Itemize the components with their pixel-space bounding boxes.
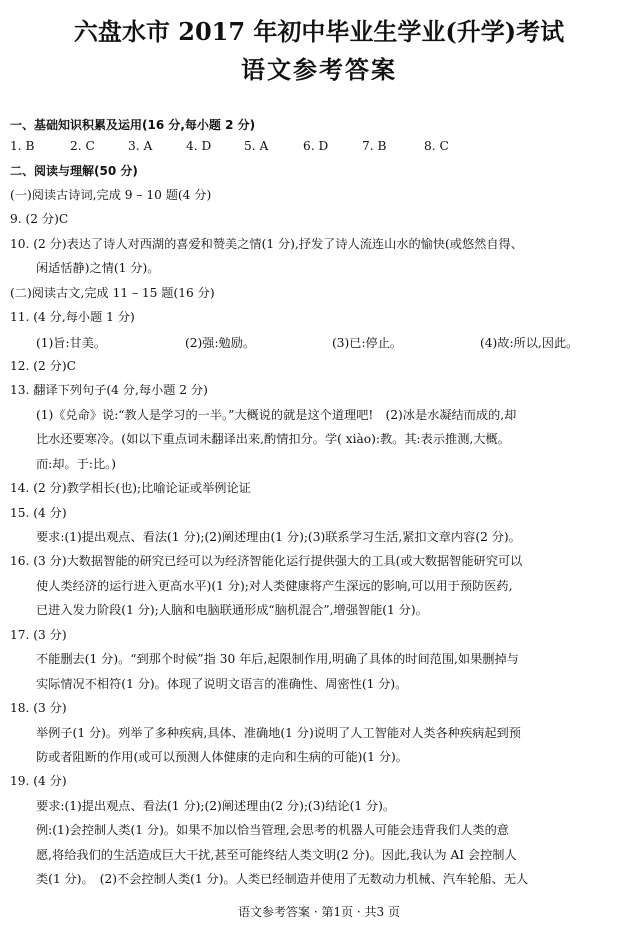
answer-line: 使人类经济的运行进入更高水平)(1 分);对人类健康将产生深远的影响,可以用于预防医药, bbox=[36, 579, 513, 593]
mc-answer: 3. A bbox=[128, 139, 153, 153]
mc-answer: 8. C bbox=[424, 139, 449, 153]
answer-line: 比水还要寒冷。(如以下重点词未翻译出来,酌情扣分。学( xiào):教。其:表示推测,大概。 bbox=[36, 432, 510, 446]
answer-line: 已进入发力阶段(1 分);人脑和电脑联通形成“脑机混合”,增强智能(1 分)。 bbox=[36, 603, 428, 617]
q11-answer: (2)强:勉励。 bbox=[185, 336, 256, 350]
answer-line: 类(1 分)。 (2)不会控制人类(1 分)。人类已经制造并使用了无数动力机械、汽车轮船、无人 bbox=[36, 872, 529, 886]
section1-heading: 一、基础知识积累及运用(16 分,每小题 2 分) bbox=[10, 118, 256, 132]
page-subtitle: 语文参考答案 bbox=[241, 55, 397, 84]
answer-line: 12. (2 分)C bbox=[10, 359, 76, 373]
q11-answer: (4)故:所以,因此。 bbox=[480, 336, 579, 350]
answer-line: (二)阅读古文,完成 11 – 15 题(16 分) bbox=[10, 286, 215, 300]
section2-heading: 二、阅读与理解(50 分) bbox=[10, 164, 138, 178]
answer-line: 14. (2 分)教学相长(也);比喻论证或举例论证 bbox=[10, 481, 251, 495]
mc-answer: 5. A bbox=[244, 139, 269, 153]
answer-line: 9. (2 分)C bbox=[10, 212, 69, 226]
answer-line: 11. (4 分,每小题 1 分) bbox=[10, 310, 135, 324]
answer-line: 例:(1)会控制人类(1 分)。如果不加以恰当管理,会思考的机器人可能会违背我们人类的意 bbox=[36, 823, 509, 837]
answer-line: 10. (2 分)表达了诗人对西湖的喜爱和赞美之情(1 分),抒发了诗人流连山水的愉快(或悠然自得、 bbox=[10, 237, 523, 251]
page-footer: 语文参考答案 · 第1页 · 共3 页 bbox=[238, 905, 400, 919]
answer-line: 19. (4 分) bbox=[10, 774, 67, 788]
mc-answer: 7. B bbox=[362, 139, 387, 153]
answer-line: 要求:(1)提出观点、看法(1 分);(2)阐述理由(1 分);(3)联系学习生活,紧扣文章内容(2 分)。 bbox=[36, 530, 521, 544]
answer-line: 举例子(1 分)。列举了多种疾病,具体、准确地(1 分)说明了人工智能对人类各种疾病起到预 bbox=[36, 726, 521, 740]
answer-line: 防或者阻断的作用(或可以预测人体健康的走向和生病的可能)(1 分)。 bbox=[36, 750, 408, 764]
mc-answer: 2. C bbox=[70, 139, 95, 153]
page-title: 六盘水市 2017 年初中毕业生学业(升学)考试 bbox=[73, 17, 565, 46]
answer-line: 要求:(1)提出观点、看法(1 分);(2)阐述理由(2 分);(3)结论(1 分)。 bbox=[36, 799, 396, 813]
answer-line: 不能删去(1 分)。“到那个时候”指 30 年后,起限制作用,明确了具体的时间范围,如果删掉与 bbox=[36, 652, 519, 666]
answer-line: 实际情况不相符(1 分)。体现了说明文语言的准确性、周密性(1 分)。 bbox=[36, 677, 408, 691]
answer-line: 愿,将给我们的生活造成巨大干扰,甚至可能终结人类文明(2 分)。因此,我认为 AI 会控制人 bbox=[36, 848, 517, 862]
answer-line: 而:却。于:比。) bbox=[36, 457, 116, 471]
q11-answer: (1)旨:甘美。 bbox=[36, 336, 107, 350]
answer-line: 18. (3 分) bbox=[10, 701, 67, 715]
answer-line: (一)阅读古诗词,完成 9 – 10 题(4 分) bbox=[10, 188, 212, 202]
answer-line: 17. (3 分) bbox=[10, 628, 67, 642]
mc-answer: 1. B bbox=[10, 139, 35, 153]
answer-line: 15. (4 分) bbox=[10, 506, 67, 520]
answer-line: 闲适恬静)之情(1 分)。 bbox=[36, 261, 160, 275]
answer-line: (1)《兑命》说:“教人是学习的一半。”大概说的就是这个道理吧! (2)冰是水凝结而成的,却 bbox=[36, 408, 517, 422]
mc-answer: 6. D bbox=[303, 139, 329, 153]
q11-answer: (3)已:停止。 bbox=[332, 336, 403, 350]
answer-line: 16. (3 分)大数据智能的研究已经可以为经济智能化运行提供强大的工具(或大数据智能研究可以 bbox=[10, 554, 523, 568]
mc-answer: 4. D bbox=[186, 139, 212, 153]
answer-line: 13. 翻译下列句子(4 分,每小题 2 分) bbox=[10, 383, 208, 397]
